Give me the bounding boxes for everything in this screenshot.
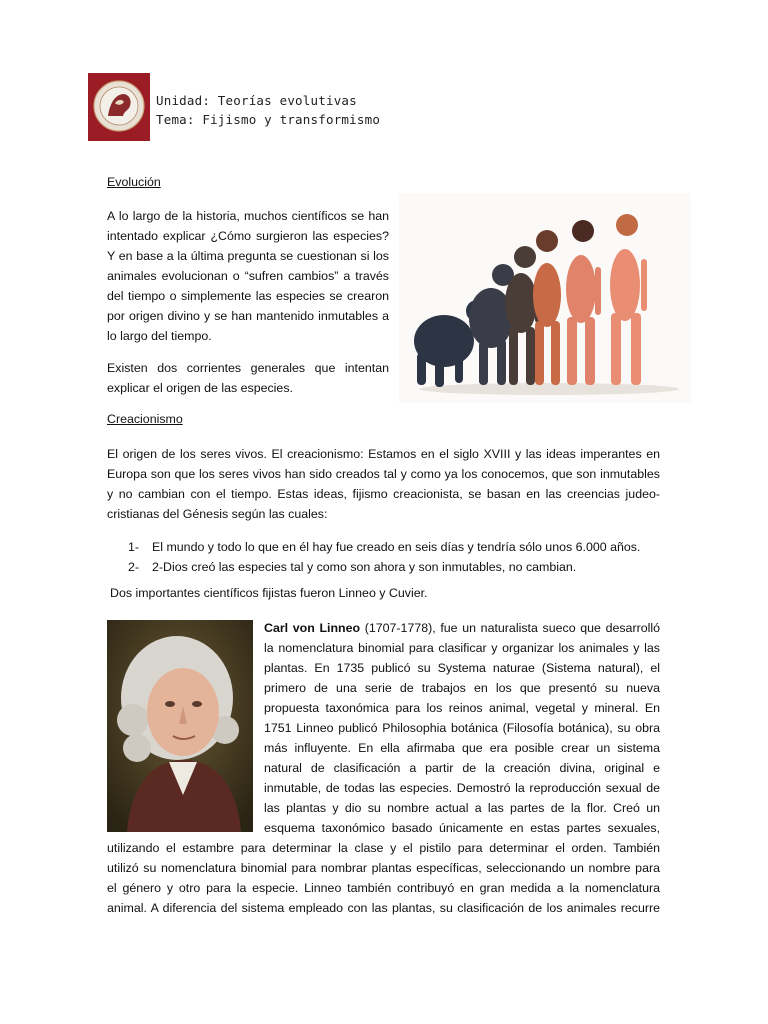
linneo-column-text <box>264 618 660 838</box>
paragraph-cientificos-fijistas: Dos importantes científicos fijistas fueron Linneo y Cuvier. <box>110 586 428 600</box>
section-title-creacionismo: Creacionismo <box>107 412 183 426</box>
text-line: natural de clasificación a partir de la creación divina, original e <box>264 761 660 775</box>
text-line: Carl von Linneo (1707-1778), fue un naturalista sueco que desarrolló <box>264 621 660 635</box>
text-line: 1751 Linneo publicó Philosophia botánica (Filosofía botánica), su obra <box>264 721 660 735</box>
text-line: más influyente. En ella afirmaba que era posible crear un sistema <box>264 741 660 755</box>
text-line: el género y otro para la especie. Linneo también contribuyó en gran medida a la nomenclatura <box>107 881 660 895</box>
linneo-full-text <box>107 838 660 918</box>
text-line: utilizó su nomenclatura binomial para nombrar plantas específicas, seleccionando un nombre para <box>107 861 660 875</box>
text-line: plantas. En 1735 publicó su Systema naturae (Sistema natural), el <box>264 661 660 675</box>
text-line: animal. A diferencia del sistema empleado con las plantas, su clasificación de los animales recurre <box>107 901 660 915</box>
list-item-number: 2- <box>128 560 140 574</box>
text-line: esquema taxonómico basado únicamente en estas partes sexuales, <box>264 821 660 835</box>
header-block <box>156 91 380 129</box>
header-unidad: Unidad: Teorías evolutivas <box>156 93 357 108</box>
linneo-portrait <box>107 620 253 832</box>
text-line: la nomenclatura binomial para clasificar y organizar los animales y las <box>264 641 660 655</box>
paragraph-evolucion-intro: A lo largo de la historia, muchos científicos se han intentado explicar ¿Cómo surgieron las especies? Y en base a la última pregunta se cuestionan si los animales evolucionan o “sufren cambios” a través del tiempo o simplemente las especies se crearon por origen divino y se han mantenido inmutables a lo largo del tiempo. <box>107 209 389 343</box>
paragraph-corrientes: Existen dos corrientes generales que intentan explicar el origen de las especies. <box>107 361 389 395</box>
list-item <box>128 557 640 577</box>
list-item <box>128 537 640 557</box>
list-item-text: El mundo y todo lo que en él hay fue creado en seis días y tendría sólo unos 6.000 años. <box>152 540 641 554</box>
header-tema: Tema: Fijismo y transformismo <box>156 112 381 127</box>
text-line: las plantas y dio su nombre actual a las partes de la flor. Creó un <box>264 801 660 815</box>
paragraph-creacionismo: El origen de los seres vivos. El creacionismo: Estamos en el siglo XVIII y las ideas imperantes en Europa son que los seres vivos han sido creados tal y como ya los conocemos, que son inmutables y no cambian con el tiempo. Estas ideas, fijismo creacionista, se basan en las creencias judeo-cristianas del Génesis según las cuales: <box>107 447 660 521</box>
text-line: propuesta taxonómica para los reinos animal, vegetal y mineral. En <box>264 701 660 715</box>
human-evolution-illustration <box>399 193 691 403</box>
list-item-number: 1- <box>128 540 140 554</box>
numbered-list <box>128 537 640 577</box>
section-title-evolucion: Evolución <box>107 175 161 189</box>
school-logo <box>88 73 150 141</box>
list-item-text: 2-Dios creó las especies tal y como son ahora y son inmutables, no cambian. <box>152 560 577 574</box>
text-line: inmutable, de todas las especies. Demostró la reproducción sexual de <box>264 781 660 795</box>
linneo-name: Carl von Linneo <box>264 621 361 635</box>
text-line: utilizando el estambre para determinar la clase y el pistilo para determinar el orden. También <box>107 841 660 855</box>
text-line: primero de una serie de trabajos en los que presentó su nueva <box>264 681 660 695</box>
